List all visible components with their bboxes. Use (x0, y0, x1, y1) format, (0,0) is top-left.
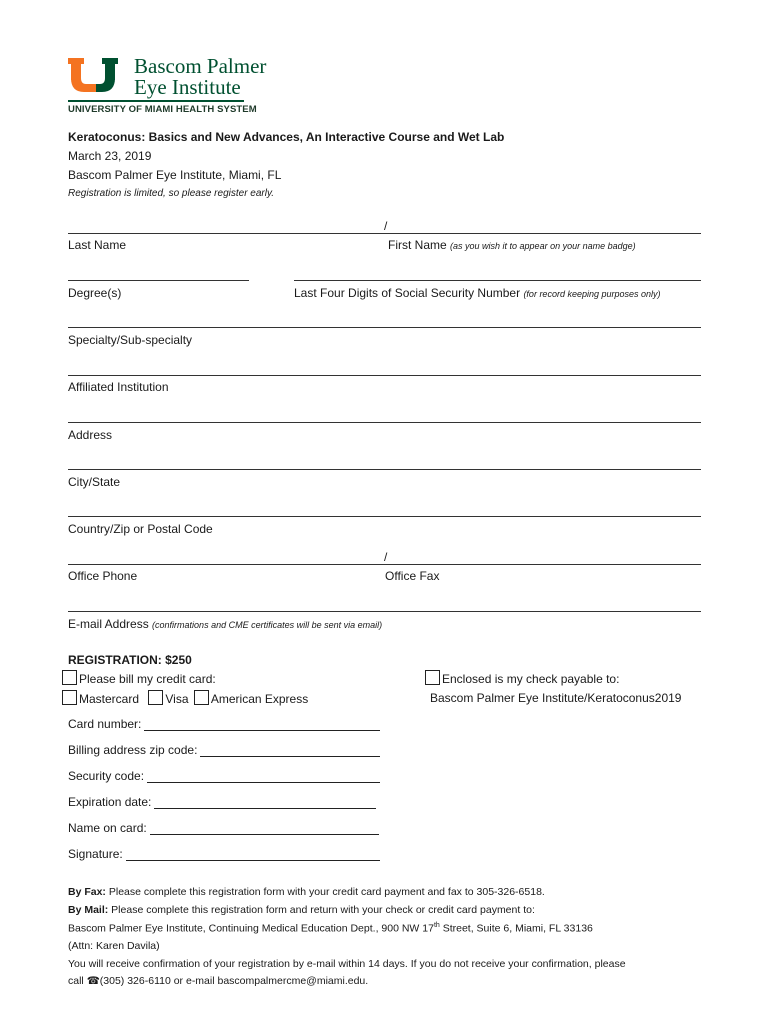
first-name-label: First Name (as you wish it to appear on your name badge) (388, 238, 636, 252)
degree-input-line[interactable] (68, 280, 249, 281)
card-number-field: Card number: (68, 717, 380, 731)
course-title: Keratoconus: Basics and New Advances, An Interactive Course and Wet Lab (68, 130, 505, 144)
specialty-label: Specialty/Sub-specialty (68, 333, 193, 347)
name-input-line[interactable] (68, 233, 701, 234)
check-checkbox[interactable] (425, 670, 440, 685)
office-phone-label: Office Phone (68, 569, 138, 583)
card-number-input[interactable] (144, 718, 380, 731)
attention-line: (Attn: Karen Davila) (68, 940, 160, 952)
check-option: Enclosed is my check payable to: (425, 670, 619, 686)
course-date: March 23, 2019 (68, 149, 152, 163)
address-input-line[interactable] (68, 422, 701, 423)
signature-input[interactable] (126, 848, 380, 861)
expiration-field: Expiration date: (68, 795, 376, 809)
billing-zip-input[interactable] (200, 744, 380, 757)
security-code-input[interactable] (147, 770, 380, 783)
amex-checkbox[interactable] (194, 690, 209, 705)
bill-credit-card-checkbox[interactable] (62, 670, 77, 685)
last-name-label: Last Name (68, 238, 127, 252)
address-label: Address (68, 428, 113, 442)
mail-instructions: By Mail: Please complete this registration form and return with your check or credit card payment to: (68, 904, 535, 916)
card-type-options (62, 690, 308, 706)
bill-credit-card-option: Please bill my credit card: (62, 670, 216, 686)
confirmation-note: You will receive confirmation of your registration by e-mail within 14 days. If you do not receive your confirmation, please (68, 958, 626, 970)
logo-divider (68, 100, 244, 102)
contact-line: call ☎(305) 326-6110 or e-mail bascompalmercme@miami.edu. (68, 975, 369, 987)
email-input-line[interactable] (68, 611, 701, 612)
name-separator: / (384, 219, 388, 233)
university-u-logo (68, 58, 128, 100)
mastercard-checkbox[interactable] (62, 690, 77, 705)
degree-label: Degree(s) (68, 286, 122, 300)
institution-input-line[interactable] (68, 375, 701, 376)
visa-label: Visa (165, 692, 189, 706)
institute-name: Bascom Palmer Eye Institute (134, 54, 267, 99)
mailing-address: Bascom Palmer Eye Institute, Continuing Medical Education Dept., 900 NW 17th Street, Suite 6, Miami, FL 33136 (68, 922, 593, 935)
billing-zip-field: Billing address zip code: (68, 743, 380, 757)
phone-fax-input-line[interactable] (68, 564, 701, 565)
amex-label: American Express (210, 692, 309, 706)
registration-note: Registration is limited, so please register early. (68, 188, 275, 199)
country-zip-label: Country/Zip or Postal Code (68, 522, 213, 536)
office-fax-label: Office Fax (385, 569, 440, 583)
ssn-input-line[interactable] (294, 280, 701, 281)
name-on-card-input[interactable] (150, 822, 379, 835)
health-system-name: UNIVERSITY OF MIAMI HEALTH SYSTEM (68, 104, 257, 115)
mastercard-label: Mastercard (79, 692, 140, 706)
email-label: E-mail Address (confirmations and CME certificates will be sent via email) (68, 617, 383, 631)
institution-label: Affiliated Institution (68, 380, 169, 394)
check-payee: Bascom Palmer Eye Institute/Keratoconus2019 (430, 691, 682, 705)
city-state-input-line[interactable] (68, 469, 701, 470)
signature-field: Signature: (68, 847, 380, 861)
registration-heading: REGISTRATION: $250 (68, 653, 192, 667)
expiration-input[interactable] (154, 796, 376, 809)
phone-fax-separator: / (384, 550, 388, 564)
name-on-card-field: Name on card: (68, 821, 379, 835)
city-state-label: City/State (68, 475, 121, 489)
country-zip-input-line[interactable] (68, 516, 701, 517)
phone-icon: ☎ (86, 975, 100, 987)
fax-instructions: By Fax: Please complete this registration form with your credit card payment and fax to 305-326-6518. (68, 886, 545, 898)
specialty-input-line[interactable] (68, 327, 701, 328)
course-location: Bascom Palmer Eye Institute, Miami, FL (68, 168, 282, 182)
visa-checkbox[interactable] (148, 690, 163, 705)
ssn-label: Last Four Digits of Social Security Number (for record keeping purposes only) (294, 286, 661, 300)
security-code-field: Security code: (68, 769, 380, 783)
